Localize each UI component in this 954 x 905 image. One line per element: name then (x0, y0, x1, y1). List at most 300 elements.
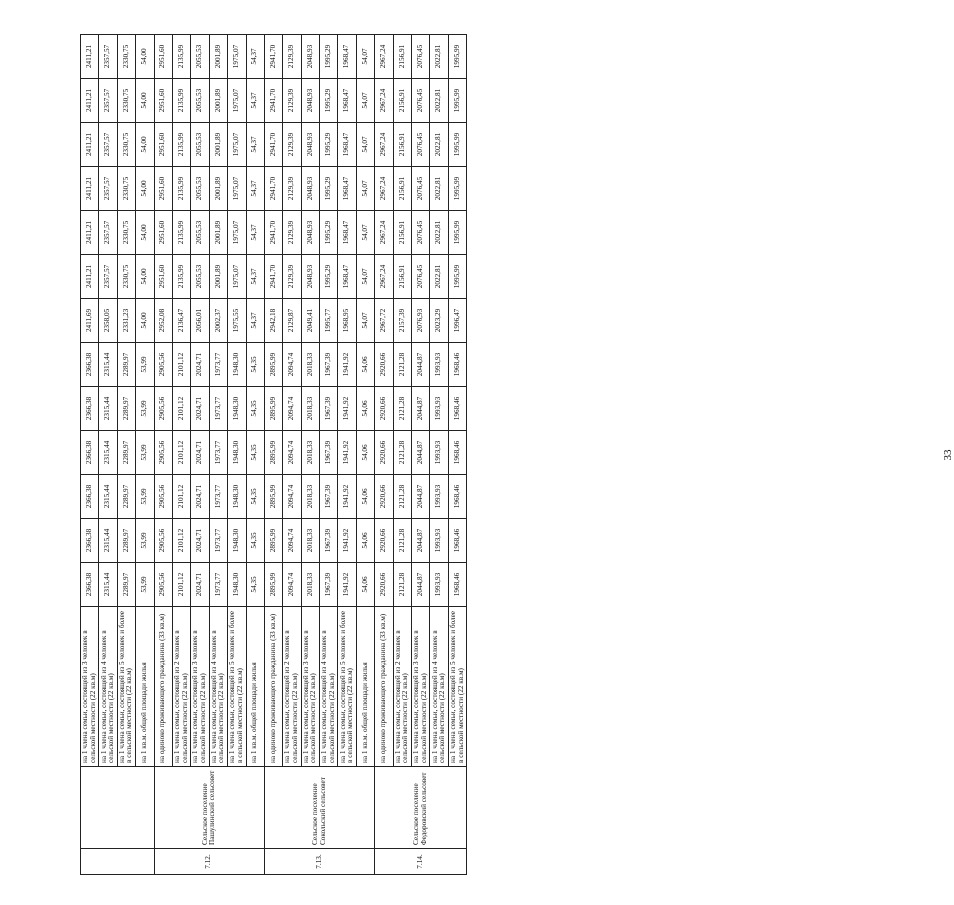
value-cell: 2121,28 (393, 475, 411, 519)
value-cell: 2411,21 (81, 79, 99, 123)
value-cell: 2951,60 (154, 255, 172, 299)
value-cell: 1967,39 (320, 343, 338, 387)
value-cell: 2055,53 (191, 255, 209, 299)
value-cell: 2315,44 (99, 343, 117, 387)
value-cell: 2895,99 (264, 475, 282, 519)
value-cell: 1975,07 (228, 211, 246, 255)
value-cell: 2018,33 (301, 431, 319, 475)
value-cell: 2044,87 (412, 563, 430, 607)
row-description: на 1 члена семьи, состоящей из 3 человек в сельской местности (22 кв.м) (81, 607, 99, 767)
value-cell: 2018,33 (301, 475, 319, 519)
value-cell: 1995,99 (448, 123, 466, 167)
value-cell: 2121,28 (393, 563, 411, 607)
row-description: на 1 члена семьи, состоящей из 3 человек в сельской местности (22 кв.м) (301, 607, 319, 767)
value-cell: 1995,29 (320, 255, 338, 299)
value-cell: 2411,21 (81, 211, 99, 255)
value-cell: 1995,29 (320, 35, 338, 79)
value-cell: 1967,39 (320, 563, 338, 607)
value-cell: 2048,93 (301, 255, 319, 299)
value-cell: 1968,46 (448, 563, 466, 607)
value-cell: 2330,75 (117, 167, 135, 211)
value-cell: 1993,93 (430, 563, 448, 607)
value-cell: 2289,97 (117, 343, 135, 387)
value-cell: 1995,29 (320, 123, 338, 167)
value-cell: 1995,29 (320, 79, 338, 123)
value-cell: 54,00 (136, 167, 154, 211)
value-cell: 2366,38 (81, 387, 99, 431)
value-cell: 2289,97 (117, 519, 135, 563)
value-cell: 2942,18 (264, 299, 282, 343)
value-cell: 2094,74 (283, 387, 301, 431)
table-row (191, 35, 209, 875)
value-cell: 54,35 (246, 431, 264, 475)
value-cell: 2094,74 (283, 343, 301, 387)
row-description: на 1 члена семьи, состоящей из 4 человек в сельской местности (22 кв.м) (320, 607, 338, 767)
value-cell: 2022,81 (430, 79, 448, 123)
value-cell: 1968,46 (448, 343, 466, 387)
table-row (246, 35, 264, 875)
value-cell: 2001,89 (209, 211, 227, 255)
value-cell: 54,00 (136, 35, 154, 79)
value-cell: 54,07 (356, 255, 374, 299)
value-cell: 1973,77 (209, 343, 227, 387)
value-cell: 54,06 (356, 431, 374, 475)
value-cell: 2330,75 (117, 211, 135, 255)
value-cell: 2076,45 (412, 255, 430, 299)
value-cell: 2001,89 (209, 123, 227, 167)
value-cell: 2044,87 (412, 343, 430, 387)
value-cell: 2129,39 (283, 79, 301, 123)
value-cell: 2076,45 (412, 79, 430, 123)
value-cell: 2315,44 (99, 519, 117, 563)
value-cell: 2121,28 (393, 519, 411, 563)
table-row (338, 35, 356, 875)
value-cell: 2967,24 (375, 255, 393, 299)
value-cell: 1993,93 (430, 431, 448, 475)
value-cell: 1993,93 (430, 475, 448, 519)
value-cell: 2289,97 (117, 475, 135, 519)
value-cell: 2920,66 (375, 387, 393, 431)
value-cell: 2121,28 (393, 343, 411, 387)
value-cell: 1993,93 (430, 343, 448, 387)
value-cell: 1941,92 (338, 519, 356, 563)
value-cell: 1995,77 (320, 299, 338, 343)
value-cell: 2366,38 (81, 431, 99, 475)
value-cell: 2357,57 (99, 167, 117, 211)
value-cell: 1968,46 (448, 519, 466, 563)
value-cell: 2967,24 (375, 167, 393, 211)
value-cell: 2967,24 (375, 79, 393, 123)
value-cell: 54,35 (246, 563, 264, 607)
value-cell: 54,06 (356, 387, 374, 431)
value-cell: 2895,99 (264, 343, 282, 387)
value-cell: 54,07 (356, 123, 374, 167)
value-cell: 2135,99 (172, 255, 190, 299)
value-cell: 2967,24 (375, 35, 393, 79)
value-cell: 2094,74 (283, 475, 301, 519)
value-cell: 2951,60 (154, 123, 172, 167)
table-row (136, 35, 154, 875)
value-cell: 2001,89 (209, 79, 227, 123)
value-cell: 2941,70 (264, 35, 282, 79)
value-cell: 54,07 (356, 211, 374, 255)
row-description: на 1 члена семьи, состоящей из 5 человек и более в сельской местности (22 кв.м) (338, 607, 356, 767)
value-cell: 2156,91 (393, 123, 411, 167)
value-cell: 2022,81 (430, 255, 448, 299)
value-cell: 1995,99 (448, 35, 466, 79)
value-cell: 2905,56 (154, 431, 172, 475)
table-row (430, 35, 448, 875)
value-cell: 2905,56 (154, 563, 172, 607)
value-cell: 2076,93 (412, 299, 430, 343)
table-row (99, 35, 117, 875)
value-cell: 2022,81 (430, 35, 448, 79)
value-cell: 2156,91 (393, 167, 411, 211)
row-description: на 1 кв.м. общей площади жилья (246, 607, 264, 767)
value-cell: 1975,07 (228, 35, 246, 79)
value-cell: 2018,33 (301, 563, 319, 607)
value-cell: 53,99 (136, 475, 154, 519)
row-description: на 1 члена семьи, состоящей из 5 человек и более в сельской местности (22 кв.м) (228, 607, 246, 767)
value-cell: 1968,47 (338, 123, 356, 167)
value-cell: 2094,74 (283, 431, 301, 475)
value-cell: 2101,12 (172, 519, 190, 563)
settlement-name: Сельское поселение Пашулинский сельсовет (154, 767, 264, 849)
table-row (172, 35, 190, 875)
value-cell: 54,06 (356, 519, 374, 563)
value-cell: 2048,93 (301, 167, 319, 211)
value-cell: 2330,75 (117, 255, 135, 299)
value-cell: 54,37 (246, 211, 264, 255)
value-cell: 2055,53 (191, 35, 209, 79)
value-cell: 1967,39 (320, 519, 338, 563)
value-cell: 54,35 (246, 475, 264, 519)
value-cell: 2156,91 (393, 35, 411, 79)
value-cell: 2048,93 (301, 211, 319, 255)
value-cell: 2411,69 (81, 299, 99, 343)
value-cell: 2024,71 (191, 475, 209, 519)
row-description: на 1 члена семьи, состоящей из 5 человек и более в сельской местности (22 кв.м) (448, 607, 466, 767)
value-cell: 1975,07 (228, 123, 246, 167)
value-cell: 54,00 (136, 79, 154, 123)
value-cell: 53,99 (136, 563, 154, 607)
value-cell: 1995,99 (448, 167, 466, 211)
row-description: на 1 кв.м. общей площади жилья (356, 607, 374, 767)
value-cell: 2315,44 (99, 431, 117, 475)
value-cell: 2022,81 (430, 167, 448, 211)
value-cell: 1993,93 (430, 519, 448, 563)
page-number: 33 (942, 449, 954, 461)
value-cell: 54,06 (356, 563, 374, 607)
value-cell: 2941,70 (264, 79, 282, 123)
value-cell: 53,99 (136, 519, 154, 563)
value-cell: 2951,60 (154, 79, 172, 123)
value-cell: 54,37 (246, 35, 264, 79)
value-cell: 1975,07 (228, 255, 246, 299)
value-cell: 2048,93 (301, 35, 319, 79)
value-cell: 2357,57 (99, 79, 117, 123)
section-number: 7.13. (264, 849, 374, 875)
value-cell: 2357,57 (99, 211, 117, 255)
value-cell: 2076,45 (412, 167, 430, 211)
value-cell: 2024,71 (191, 431, 209, 475)
value-cell: 2905,56 (154, 387, 172, 431)
value-cell: 2018,33 (301, 519, 319, 563)
value-cell: 54,07 (356, 299, 374, 343)
value-cell: 1941,92 (338, 343, 356, 387)
value-cell: 1975,55 (228, 299, 246, 343)
value-cell: 1968,95 (338, 299, 356, 343)
value-cell: 2024,71 (191, 563, 209, 607)
row-description: на 1 кв.м. общей площади жилья (136, 607, 154, 767)
value-cell: 2951,60 (154, 167, 172, 211)
value-cell: 2024,71 (191, 519, 209, 563)
value-cell: 2366,38 (81, 563, 99, 607)
value-cell: 2315,44 (99, 563, 117, 607)
value-cell: 2289,97 (117, 431, 135, 475)
value-cell: 2941,70 (264, 255, 282, 299)
value-cell: 54,07 (356, 79, 374, 123)
value-cell: 1941,92 (338, 431, 356, 475)
row-description: на 1 члена семьи, состоящей из 2 человек в сельской местности (22 кв.м) (283, 607, 301, 767)
value-cell: 2905,56 (154, 475, 172, 519)
value-cell: 2357,57 (99, 35, 117, 79)
value-cell: 2967,24 (375, 123, 393, 167)
value-cell: 2129,87 (283, 299, 301, 343)
value-cell: 2920,66 (375, 343, 393, 387)
value-cell: 2018,33 (301, 387, 319, 431)
value-cell: 1973,77 (209, 387, 227, 431)
value-cell: 1968,47 (338, 211, 356, 255)
value-cell: 54,35 (246, 387, 264, 431)
value-cell: 2076,45 (412, 35, 430, 79)
value-cell: 2056,01 (191, 299, 209, 343)
value-cell: 2905,56 (154, 519, 172, 563)
value-cell: 2366,38 (81, 343, 99, 387)
value-cell: 54,00 (136, 255, 154, 299)
value-cell: 54,37 (246, 79, 264, 123)
value-cell: 1973,77 (209, 431, 227, 475)
value-cell: 1995,99 (448, 79, 466, 123)
value-cell: 2129,39 (283, 35, 301, 79)
settlement-name: Сельское поселение Сокольский сельсовет (264, 767, 374, 849)
value-cell: 1941,92 (338, 387, 356, 431)
value-cell: 2048,93 (301, 79, 319, 123)
value-cell: 2135,99 (172, 123, 190, 167)
value-cell: 2048,93 (301, 123, 319, 167)
value-cell: 2358,05 (99, 299, 117, 343)
value-cell: 2129,39 (283, 211, 301, 255)
value-cell: 1968,47 (338, 35, 356, 79)
value-cell: 2920,66 (375, 519, 393, 563)
value-cell: 2411,21 (81, 35, 99, 79)
value-cell: 2357,57 (99, 123, 117, 167)
value-cell: 1973,77 (209, 475, 227, 519)
value-cell: 2941,70 (264, 123, 282, 167)
value-cell: 2135,99 (172, 167, 190, 211)
value-cell: 2129,39 (283, 123, 301, 167)
value-cell: 1996,47 (448, 299, 466, 343)
value-cell: 2049,41 (301, 299, 319, 343)
value-cell: 1973,77 (209, 563, 227, 607)
value-cell: 2018,33 (301, 343, 319, 387)
value-cell: 2156,91 (393, 79, 411, 123)
value-cell: 1975,07 (228, 167, 246, 211)
value-cell: 2905,56 (154, 343, 172, 387)
value-cell: 2951,60 (154, 211, 172, 255)
value-cell: 2315,44 (99, 387, 117, 431)
value-cell: 1995,99 (448, 211, 466, 255)
settlement-name (81, 767, 155, 849)
value-cell: 2411,21 (81, 255, 99, 299)
value-cell: 2129,39 (283, 255, 301, 299)
value-cell: 2101,12 (172, 343, 190, 387)
value-cell: 2022,81 (430, 211, 448, 255)
value-cell: 2129,39 (283, 167, 301, 211)
value-cell: 2101,12 (172, 387, 190, 431)
value-cell: 2121,28 (393, 387, 411, 431)
table-row (320, 35, 338, 875)
value-cell: 2157,39 (393, 299, 411, 343)
value-cell: 2156,91 (393, 255, 411, 299)
value-cell: 2002,37 (209, 299, 227, 343)
value-cell: 2411,21 (81, 167, 99, 211)
value-cell: 2055,53 (191, 79, 209, 123)
rotated-table-container (80, 35, 954, 875)
value-cell: 1968,46 (448, 387, 466, 431)
value-cell: 2094,74 (283, 563, 301, 607)
value-cell: 54,35 (246, 343, 264, 387)
value-cell: 2023,29 (430, 299, 448, 343)
table-row (209, 35, 227, 875)
value-cell: 2967,24 (375, 211, 393, 255)
row-description: на 1 члена семьи, состоящей из 4 человек в сельской местности (22 кв.м) (430, 607, 448, 767)
row-description: на одиноко проживающего гражданина (33 кв.м) (154, 607, 172, 767)
value-cell: 54,37 (246, 299, 264, 343)
value-cell: 2101,12 (172, 475, 190, 519)
value-cell: 2366,38 (81, 519, 99, 563)
value-cell: 2076,45 (412, 123, 430, 167)
row-description: на 1 члена семьи, состоящей из 4 человек в сельской местности (22 кв.м) (209, 607, 227, 767)
value-cell: 2920,66 (375, 475, 393, 519)
table-row (154, 35, 172, 875)
value-cell: 2101,12 (172, 431, 190, 475)
table-row (283, 35, 301, 875)
table-row (264, 35, 282, 875)
value-cell: 2952,08 (154, 299, 172, 343)
value-cell: 2357,57 (99, 255, 117, 299)
row-description: на 1 члена семьи, состоящей из 2 человек в сельской местности (22 кв.м) (172, 607, 190, 767)
value-cell: 1941,92 (338, 475, 356, 519)
value-cell: 1967,39 (320, 387, 338, 431)
section-number (81, 849, 155, 875)
value-cell: 54,06 (356, 475, 374, 519)
section-number: 7.14. (375, 849, 467, 875)
value-cell: 1993,93 (430, 387, 448, 431)
value-cell: 2076,45 (412, 211, 430, 255)
row-description: на 1 члена семьи, состоящей из 3 человек в сельской местности (22 кв.м) (191, 607, 209, 767)
table-row (356, 35, 374, 875)
value-cell: 53,99 (136, 343, 154, 387)
value-cell: 2895,99 (264, 387, 282, 431)
value-cell: 2156,91 (393, 211, 411, 255)
value-cell: 1967,39 (320, 431, 338, 475)
value-cell: 54,00 (136, 299, 154, 343)
table-row (228, 35, 246, 875)
value-cell: 1948,30 (228, 431, 246, 475)
value-cell: 2895,99 (264, 519, 282, 563)
value-cell: 2920,66 (375, 431, 393, 475)
value-cell: 2044,87 (412, 431, 430, 475)
value-cell: 2044,87 (412, 475, 430, 519)
value-cell: 2330,75 (117, 123, 135, 167)
value-cell: 1948,30 (228, 343, 246, 387)
table-row (81, 35, 99, 875)
value-cell: 2024,71 (191, 343, 209, 387)
value-cell: 2331,23 (117, 299, 135, 343)
table-row (117, 35, 135, 875)
value-cell: 1967,39 (320, 475, 338, 519)
table-row (448, 35, 466, 875)
value-cell: 2895,99 (264, 431, 282, 475)
value-cell: 1941,92 (338, 563, 356, 607)
value-cell: 2330,75 (117, 35, 135, 79)
value-cell: 2315,44 (99, 475, 117, 519)
value-cell: 2941,70 (264, 211, 282, 255)
value-cell: 1948,30 (228, 475, 246, 519)
value-cell: 1995,29 (320, 167, 338, 211)
value-cell: 2001,89 (209, 167, 227, 211)
value-cell: 54,07 (356, 167, 374, 211)
value-cell: 53,99 (136, 387, 154, 431)
value-cell: 2941,70 (264, 167, 282, 211)
value-cell: 2895,99 (264, 563, 282, 607)
value-cell: 2135,99 (172, 35, 190, 79)
row-description: на 1 члена семьи, состоящей из 2 человек в сельской местности (22 кв.м) (393, 607, 411, 767)
value-cell: 2289,97 (117, 563, 135, 607)
value-cell: 54,00 (136, 123, 154, 167)
value-cell: 2024,71 (191, 387, 209, 431)
value-cell: 2366,38 (81, 475, 99, 519)
value-cell: 1975,07 (228, 79, 246, 123)
value-cell: 54,06 (356, 343, 374, 387)
value-cell: 2044,87 (412, 387, 430, 431)
value-cell: 54,00 (136, 211, 154, 255)
row-description: на одиноко проживающего гражданина (33 кв.м) (375, 607, 393, 767)
value-cell: 2135,99 (172, 211, 190, 255)
table-row (412, 35, 430, 875)
value-cell: 1948,30 (228, 387, 246, 431)
table-row (301, 35, 319, 875)
value-cell: 54,37 (246, 167, 264, 211)
value-cell: 2022,81 (430, 123, 448, 167)
value-cell: 1948,30 (228, 519, 246, 563)
value-cell: 1968,46 (448, 475, 466, 519)
value-cell: 1968,47 (338, 79, 356, 123)
value-cell: 1995,29 (320, 211, 338, 255)
row-description: на 1 члена семьи, состоящей из 5 человек и более в сельской местности (22 кв.м) (117, 607, 135, 767)
value-cell: 2044,87 (412, 519, 430, 563)
value-cell: 53,99 (136, 431, 154, 475)
value-cell: 1968,47 (338, 255, 356, 299)
value-cell: 2055,53 (191, 211, 209, 255)
value-cell: 2001,89 (209, 255, 227, 299)
tariff-table (80, 34, 467, 875)
row-description: на одиноко проживающего гражданина (33 кв.м) (264, 607, 282, 767)
value-cell: 2135,99 (172, 79, 190, 123)
value-cell: 54,37 (246, 255, 264, 299)
section-number: 7.12. (154, 849, 264, 875)
